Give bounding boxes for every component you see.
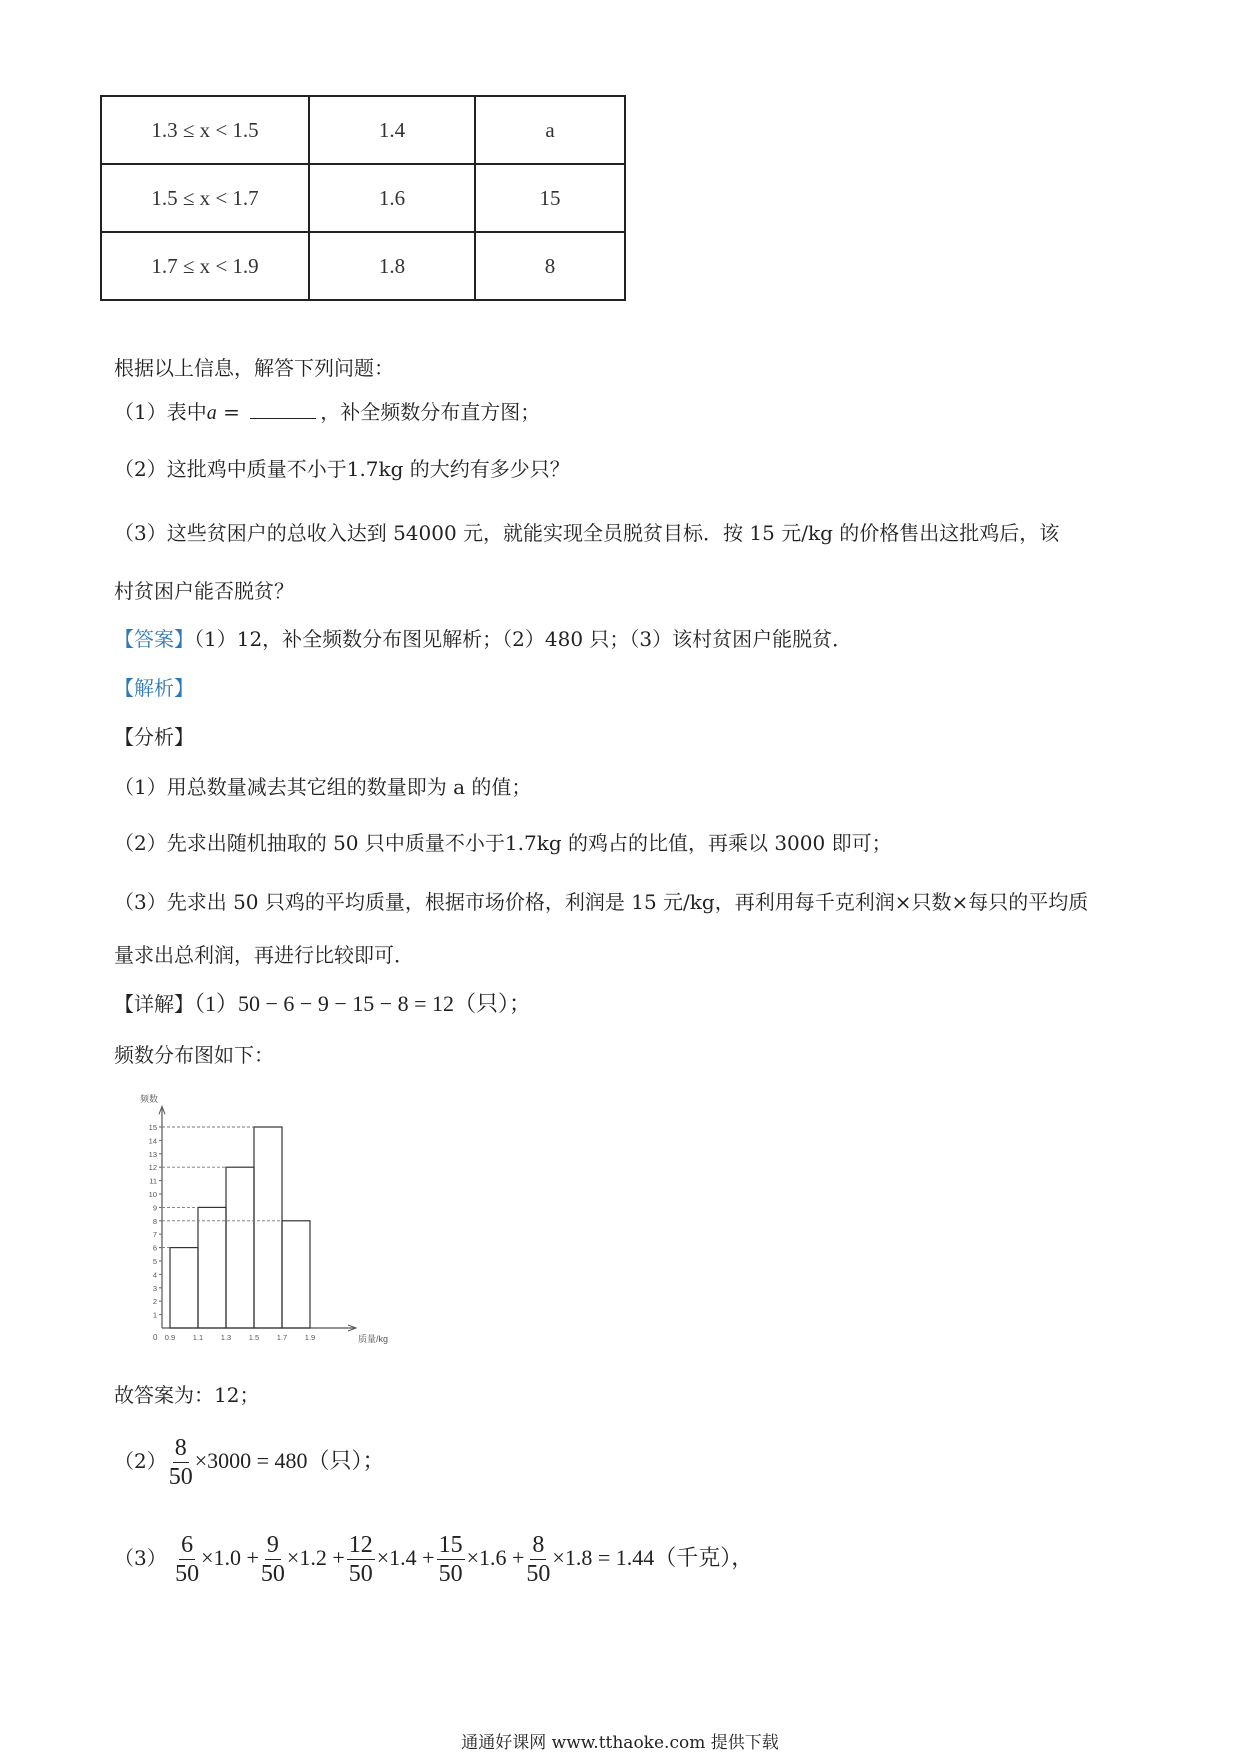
- s2-fraction: [169, 1434, 193, 1491]
- s3-term-rest: ×1.4 +: [376, 1545, 435, 1570]
- s2-denominator: 50: [168, 1464, 193, 1490]
- x-tick-label: 1.5: [248, 1333, 260, 1342]
- s3-fraction: [175, 1531, 199, 1588]
- y-tick-label: 15: [148, 1123, 157, 1132]
- s3-numerator: 8: [532, 1532, 545, 1558]
- answer-tag: 【答案】: [114, 627, 194, 651]
- midpoint-cell: 1.6: [309, 164, 475, 232]
- x-tick-label: 1.7: [276, 1333, 288, 1342]
- s2-rest: ×3000 = 480（只）；: [194, 1448, 385, 1473]
- y-tick-label: 8: [152, 1216, 157, 1226]
- histogram-bar: [170, 1248, 198, 1328]
- q1-prefix: （1）表中: [114, 400, 207, 424]
- intro-text: 根据以上信息，解答下列问题：: [114, 356, 394, 380]
- q1-eq: =: [216, 400, 247, 424]
- s3-term-rest: ×1.8 = 1.44（千克），: [552, 1545, 754, 1570]
- detail-line: [114, 991, 531, 1017]
- answer-blank: [250, 400, 316, 419]
- x-axis-label: 质量/kg: [358, 1334, 389, 1344]
- s3-fraction: [347, 1531, 375, 1588]
- analysis-2: （2）先求出随机抽取的 50 只中质量不小于1.7kg 的鸡占的比值，再乘以 3000 即可；: [114, 831, 892, 855]
- footer-credit: 通通好课网 www.tthaoke.com 提供下载: [461, 1733, 779, 1753]
- histogram-bar: [254, 1127, 282, 1328]
- s3-denominator: 50: [348, 1561, 373, 1587]
- detail-tag: 【详解】: [114, 992, 194, 1016]
- y-tick-label: 4: [152, 1270, 157, 1280]
- s3-numerator: 15: [438, 1532, 463, 1558]
- origin-label: 0: [153, 1333, 158, 1342]
- s3-numerator: 6: [181, 1532, 194, 1558]
- x-tick-label: 1.1: [192, 1333, 204, 1342]
- analysis-1: （1）用总数量减去其它组的数量即为 a 的值；: [114, 775, 532, 799]
- question-3-line2: 村贫困户能否脱贫？: [114, 579, 294, 603]
- y-tick-label: 12: [148, 1163, 157, 1173]
- x-tick-label: 0.9: [164, 1333, 176, 1342]
- analysis-3-line1: （3）先求出 50 只鸡的平均质量，根据市场价格，利润是 15 元/kg，再利用每千克利润×只数×每只的平均质: [114, 890, 1089, 914]
- step-2-formula: [114, 1434, 385, 1491]
- s3-fraction: [261, 1531, 285, 1588]
- table-row: [101, 96, 625, 164]
- s3-fraction: [526, 1531, 550, 1588]
- y-tick-label: 9: [152, 1203, 157, 1213]
- y-tick-label: 3: [152, 1283, 157, 1293]
- step-3-formula: [114, 1531, 753, 1588]
- question-3-line1: （3）这些贫困户的总收入达到 54000 元，就能实现全员脱贫目标．按 15 元/kg 的价格售出这批鸡后，该: [114, 521, 1060, 545]
- s3-term-rest: ×1.0 +: [201, 1545, 259, 1570]
- answer-line: [114, 626, 852, 652]
- histogram-bar: [282, 1221, 310, 1328]
- question-2: （2）这批鸡中质量不小于1.7kg 的大约有多少只？: [114, 457, 570, 481]
- frequency-histogram: [140, 1090, 420, 1350]
- y-tick-label: 6: [152, 1243, 157, 1253]
- range-cell: 1.7 ≤ x < 1.9: [101, 232, 309, 300]
- s3-denominator: 50: [526, 1561, 551, 1587]
- s3-term-rest: ×1.2 +: [286, 1545, 345, 1570]
- s3-denominator: 50: [438, 1561, 463, 1587]
- s3-numerator: 9: [266, 1532, 279, 1558]
- count-cell: 15: [475, 164, 625, 232]
- range-cell: 1.5 ≤ x < 1.7: [101, 164, 309, 232]
- x-tick-label: 1.9: [304, 1333, 316, 1342]
- so-answer: 故答案为：12；: [114, 1383, 260, 1407]
- s2-prefix: （2）: [114, 1449, 167, 1473]
- count-cell: 8: [475, 232, 625, 300]
- y-tick-label: 14: [148, 1136, 157, 1146]
- y-tick-label: 13: [148, 1149, 157, 1159]
- midpoint-cell: 1.4: [309, 96, 475, 164]
- y-axis-label: 频数: [140, 1094, 159, 1104]
- s3-numerator: 12: [348, 1532, 373, 1558]
- histogram-caption: 频数分布图如下：: [114, 1043, 274, 1067]
- range-cell: 1.3 ≤ x < 1.5: [101, 96, 309, 164]
- histogram-bar: [226, 1167, 254, 1328]
- analysis-3-line2: 量求出总利润，再进行比较即可．: [114, 943, 414, 967]
- fenxi-tag: 【分析】: [114, 725, 194, 749]
- y-tick-label: 2: [152, 1297, 157, 1307]
- s3-denominator: 50: [175, 1561, 200, 1587]
- y-tick-label: 10: [148, 1190, 157, 1199]
- answer-body: （1）12，补全频数分布图见解析；（2）480 只；（3）该村贫困户能脱贫．: [194, 627, 853, 651]
- y-tick-label: 5: [152, 1257, 157, 1266]
- frequency-table: [100, 95, 626, 301]
- x-tick-label: 1.3: [220, 1333, 232, 1342]
- detail-body: （1）50 − 6 − 9 − 15 − 8 = 12（只）；: [194, 991, 532, 1016]
- analysis-tag: 【解析】: [114, 676, 194, 700]
- q1-var: a: [206, 402, 217, 424]
- midpoint-cell: 1.8: [309, 232, 475, 300]
- s3-fraction: [437, 1531, 465, 1588]
- table-row: [101, 164, 625, 232]
- s3-denominator: 50: [260, 1561, 285, 1587]
- s3-term-rest: ×1.6 +: [466, 1545, 525, 1570]
- count-cell: a: [475, 96, 625, 164]
- s3-prefix: （3）: [114, 1546, 167, 1570]
- table-row: [101, 232, 625, 300]
- s2-numerator: 8: [174, 1435, 187, 1461]
- q1-suffix: ，补全频数分布直方图；: [320, 400, 541, 424]
- y-tick-label: 7: [152, 1230, 157, 1240]
- y-tick-label: 11: [149, 1176, 157, 1186]
- question-1: [114, 399, 540, 426]
- histogram-bar: [198, 1207, 226, 1328]
- y-tick-label: 1: [152, 1310, 157, 1320]
